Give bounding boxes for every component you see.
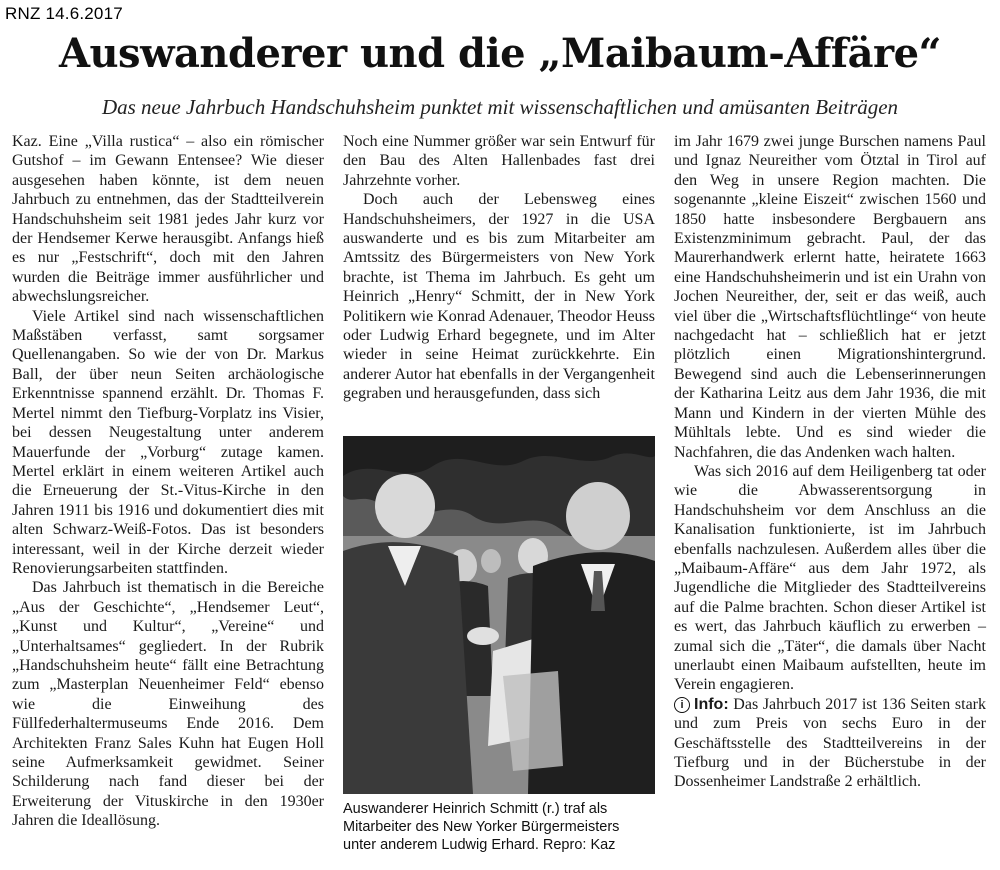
paragraph: Kaz. Eine „Villa rustica“ – also ein römischer Gutshof – im Gewann Entensee? Wie dieser ausgesehen haben könnte, ist dem neuen Jahrbuch zu entnehmen, das der Stadtteilverein Handschuhsheim seit 1981 jedes Jahr kurz vor der Hendsemer Kerwe herausgibt. Anfangs hieß es nur „Festschrift“, doch mit den Jahren wurden die Beiträge immer ausführlicher und abwechslungsreicher. bbox=[12, 133, 324, 306]
paragraph: Doch auch der Lebensweg eines Handschuhsheimers, der 1927 in die USA auswanderte und es bis zum Mitarbeiter am Amtssitz des Bürgermeisters von New York brachte, ist Thema im Jahrbuch. Es geht um Heinrich „Henry“ Schmitt, der in New York Politikern wie Konrad Adenauer, Theodor Heuss oder Ludwig Erhard begegnete, und im Alter wieder in seine Heimat zurückkehrte. Ein anderer Autor hat ebenfalls in der Vergangenheit gegraben und herausgefunden, dass sich bbox=[343, 191, 655, 403]
info-box bbox=[674, 695, 986, 792]
info-icon: i bbox=[674, 697, 690, 713]
photo-caption: Auswanderer Heinrich Schmitt (r.) traf als Mitarbeiter des New Yorker Bürgermeisters unter anderem Ludwig Erhard. Repro: Kaz bbox=[343, 801, 620, 853]
paragraph: Noch eine Nummer größer war sein Entwurf für den Bau des Alten Hallenbades fast drei Jahrzehnte vorher. bbox=[343, 133, 655, 189]
source-date-label: RNZ 14.6.2017 bbox=[5, 4, 123, 23]
subheadline: Das neue Jahrbuch Handschuhsheim punktet mit wissenschaftlichen und amüsanten Beiträgen bbox=[101, 95, 899, 119]
info-label: Info: bbox=[694, 695, 729, 713]
photo-illustration bbox=[343, 436, 655, 794]
paragraph: im Jahr 1679 zwei junge Burschen namens Paul und Ignaz Neureither vom Ötztal in Tirol auf den Weg in unsere Region machten. Die sogenannte „kleine Eiszeit“ zwischen 1560 und 1850 hatte insbesondere Bergbauern ans Existenzminimum gebracht. Paul, der das Maurerhandwerk erlernt hatte, heiratete 1663 eine Handschuhsheimerin und ist ein Urahn von Jochen Neureither, der, seit er das weiß, auch viel über die „Wirtschaftsflüchtlinge“ von heute nachgedacht hat – schließlich hat er jetzt plötzlich einen Migrationshintergrund. Bewegend sind auch die Lebenserinnerungen der Katharina Leitz aus dem Jahr 1936, die mit Mann und Kindern in der vierten Mühle des Mühltals lebte. Und es sind wieder die Nachfahren, die das Andenken wach halten. bbox=[674, 133, 986, 461]
headline: Auswanderer und die „Maibaum-Affäre“ bbox=[58, 30, 942, 77]
paragraph: Was sich 2016 auf dem Heiligenberg tat oder wie die Abwasserentsorgung in Handschuhsheim vor dem Anschluss an die Kanalisation funktionierte, ist im Jahrbuch ebenfalls nachzulesen. Außerdem alles über die „Maibaum-Affäre“ aus dem Jahr 1972, als Jugendliche die Mitglieder des Stadtteilvereins auf die Palme brachten. Schon dieser Artikel ist es wert, das Jahrbuch käuflich zu erwerben – zumal sich die „Täter“, die damals über Nacht unerlaubt einen Maibaum aufstellten, heute im Verein engagieren. bbox=[674, 462, 986, 694]
article-photo bbox=[343, 436, 655, 794]
info-text: Das Jahrbuch 2017 ist 136 Seiten stark und zum Preis von sechs Euro in der Geschäftsstelle des Stadtteilvereins in der Tiefburg und in der Bücherstube in der Dossenheimer Landstraße 2 erhältlich. bbox=[674, 695, 986, 791]
article-column-2 bbox=[343, 132, 655, 404]
article-column-1 bbox=[12, 132, 324, 831]
article-column-3 bbox=[674, 132, 986, 792]
paragraph: Viele Artikel sind nach wissenschaftlichen Maßstäben verfasst, samt sorgsamer Quellenangaben. So wie der von Dr. Markus Ball, der über neun Seiten archäologische Erkenntnisse spannend erzählt. Dr. Thomas F. Mertel nimmt den Tiefburg-Vorplatz ins Visier, bei dessen Neugestaltung unter anderem Mauerfunde der „Vorburg“ zutage kamen. Mertel erklärt in einem weiteren Artikel auch die Erneuerung der St.-Vitus-Kirche in den Jahren 1911 bis 1916 und dokumentiert dies mit alten Schwarz-Weiß-Fotos. Das ist besonders interessant, weil in der Kirche derzeit wieder Renovierungsarbeiten stattfinden. bbox=[12, 307, 324, 577]
paragraph: Das Jahrbuch ist thematisch in die Bereiche „Aus der Geschichte“, „Hendsemer Leut“, „Kunst und Kultur“, „Vereine“ und „Unterhaltsames“ gegliedert. In der Rubrik „Handschuhsheim heute“ fällt eine Betrachtung zum „Masterplan Neuenheimer Feld“ ebenso wie die Einweihung des Füllfederhaltermuseums Ende 2016. Dem Architekten Franz Sales Kuhn hat Eugen Holl seine Aufmerksamkeit gewidmet. Seiner Schilderung nach fand dieser bei der Erweiterung der Vituskirche in den 1930er Jahren die Ideallösung. bbox=[12, 579, 324, 830]
